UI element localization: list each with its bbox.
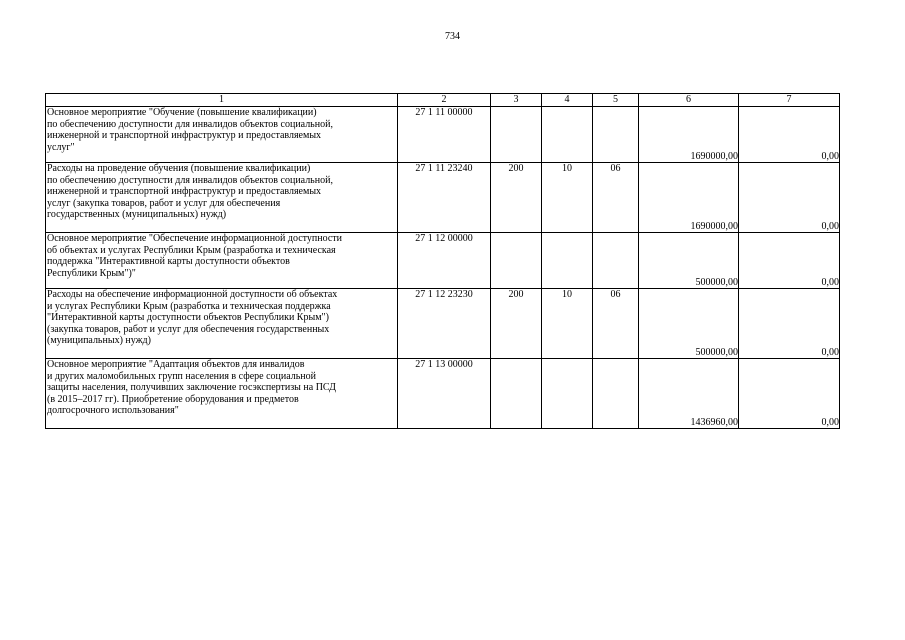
row-code: 27 1 11 00000	[398, 107, 491, 163]
table-header-row	[46, 94, 840, 107]
row-c3	[491, 233, 542, 289]
table-row	[46, 289, 840, 359]
table-row	[46, 233, 840, 289]
row-c3: 200	[491, 163, 542, 233]
column-header: 5	[593, 94, 639, 107]
row-c7: 0,00	[739, 163, 840, 233]
column-header: 3	[491, 94, 542, 107]
row-c6: 500000,00	[639, 289, 739, 359]
column-header: 6	[639, 94, 739, 107]
row-name: Основное мероприятие "Обеспечение информационной доступности об объектах и услугах Республики Крым (разработка и техническая поддержка "Интерактивной карты доступности объектов Республики Крым")"	[46, 233, 398, 289]
row-c6: 500000,00	[639, 233, 739, 289]
row-c7: 0,00	[739, 289, 840, 359]
row-c7: 0,00	[739, 107, 840, 163]
row-c7: 0,00	[739, 359, 840, 429]
row-c7: 0,00	[739, 233, 840, 289]
row-code: 27 1 11 23240	[398, 163, 491, 233]
row-c4	[542, 359, 593, 429]
row-code: 27 1 12 00000	[398, 233, 491, 289]
row-c6: 1690000,00	[639, 107, 739, 163]
row-c6: 1690000,00	[639, 163, 739, 233]
row-code: 27 1 13 00000	[398, 359, 491, 429]
row-c4	[542, 107, 593, 163]
row-name: Расходы на обеспечение информационной доступности об объектах и услугах Республики Крым (разработка и техническая поддержка "Интерактивной карты доступности объектов Республики Крым") (закупка товаров, работ и услуг для обеспечения государственных (муниципальных) нужд)	[46, 289, 398, 359]
row-c3	[491, 107, 542, 163]
row-name: Основное мероприятие "Адаптация объектов для инвалидов и других маломобильных групп населения в сфере социальной защиты населения, получивших заключение госэкспертизы на ПСД (в 2015–2017 гг). Приобретение оборудования и предметов долгосрочного использования"	[46, 359, 398, 429]
row-c4: 10	[542, 289, 593, 359]
column-header: 1	[46, 94, 398, 107]
row-code: 27 1 12 23230	[398, 289, 491, 359]
page-number: 734	[445, 31, 460, 42]
row-c4	[542, 233, 593, 289]
row-c5	[593, 359, 639, 429]
row-c5: 06	[593, 289, 639, 359]
row-name: Расходы на проведение обучения (повышение квалификации) по обеспечению доступности для инвалидов объектов социальной, инженерной и транспортной инфраструктур и предоставляемых услуг (закупка товаров, работ и услуг для обеспечения государственных (муниципальных) нужд)	[46, 163, 398, 233]
row-c3: 200	[491, 289, 542, 359]
column-header: 7	[739, 94, 840, 107]
row-c4: 10	[542, 163, 593, 233]
row-c3	[491, 359, 542, 429]
column-header: 4	[542, 94, 593, 107]
row-name: Основное мероприятие "Обучение (повышение квалификации) по обеспечению доступности для инвалидов объектов социальной, инженерной и транспортной инфраструктур и предоставляемых услуг"	[46, 107, 398, 163]
table-row	[46, 163, 840, 233]
column-header: 2	[398, 94, 491, 107]
row-c5: 06	[593, 163, 639, 233]
row-c5	[593, 107, 639, 163]
row-c5	[593, 233, 639, 289]
table-row	[46, 107, 840, 163]
table-row	[46, 359, 840, 429]
row-c6: 1436960,00	[639, 359, 739, 429]
budget-table	[45, 93, 840, 429]
